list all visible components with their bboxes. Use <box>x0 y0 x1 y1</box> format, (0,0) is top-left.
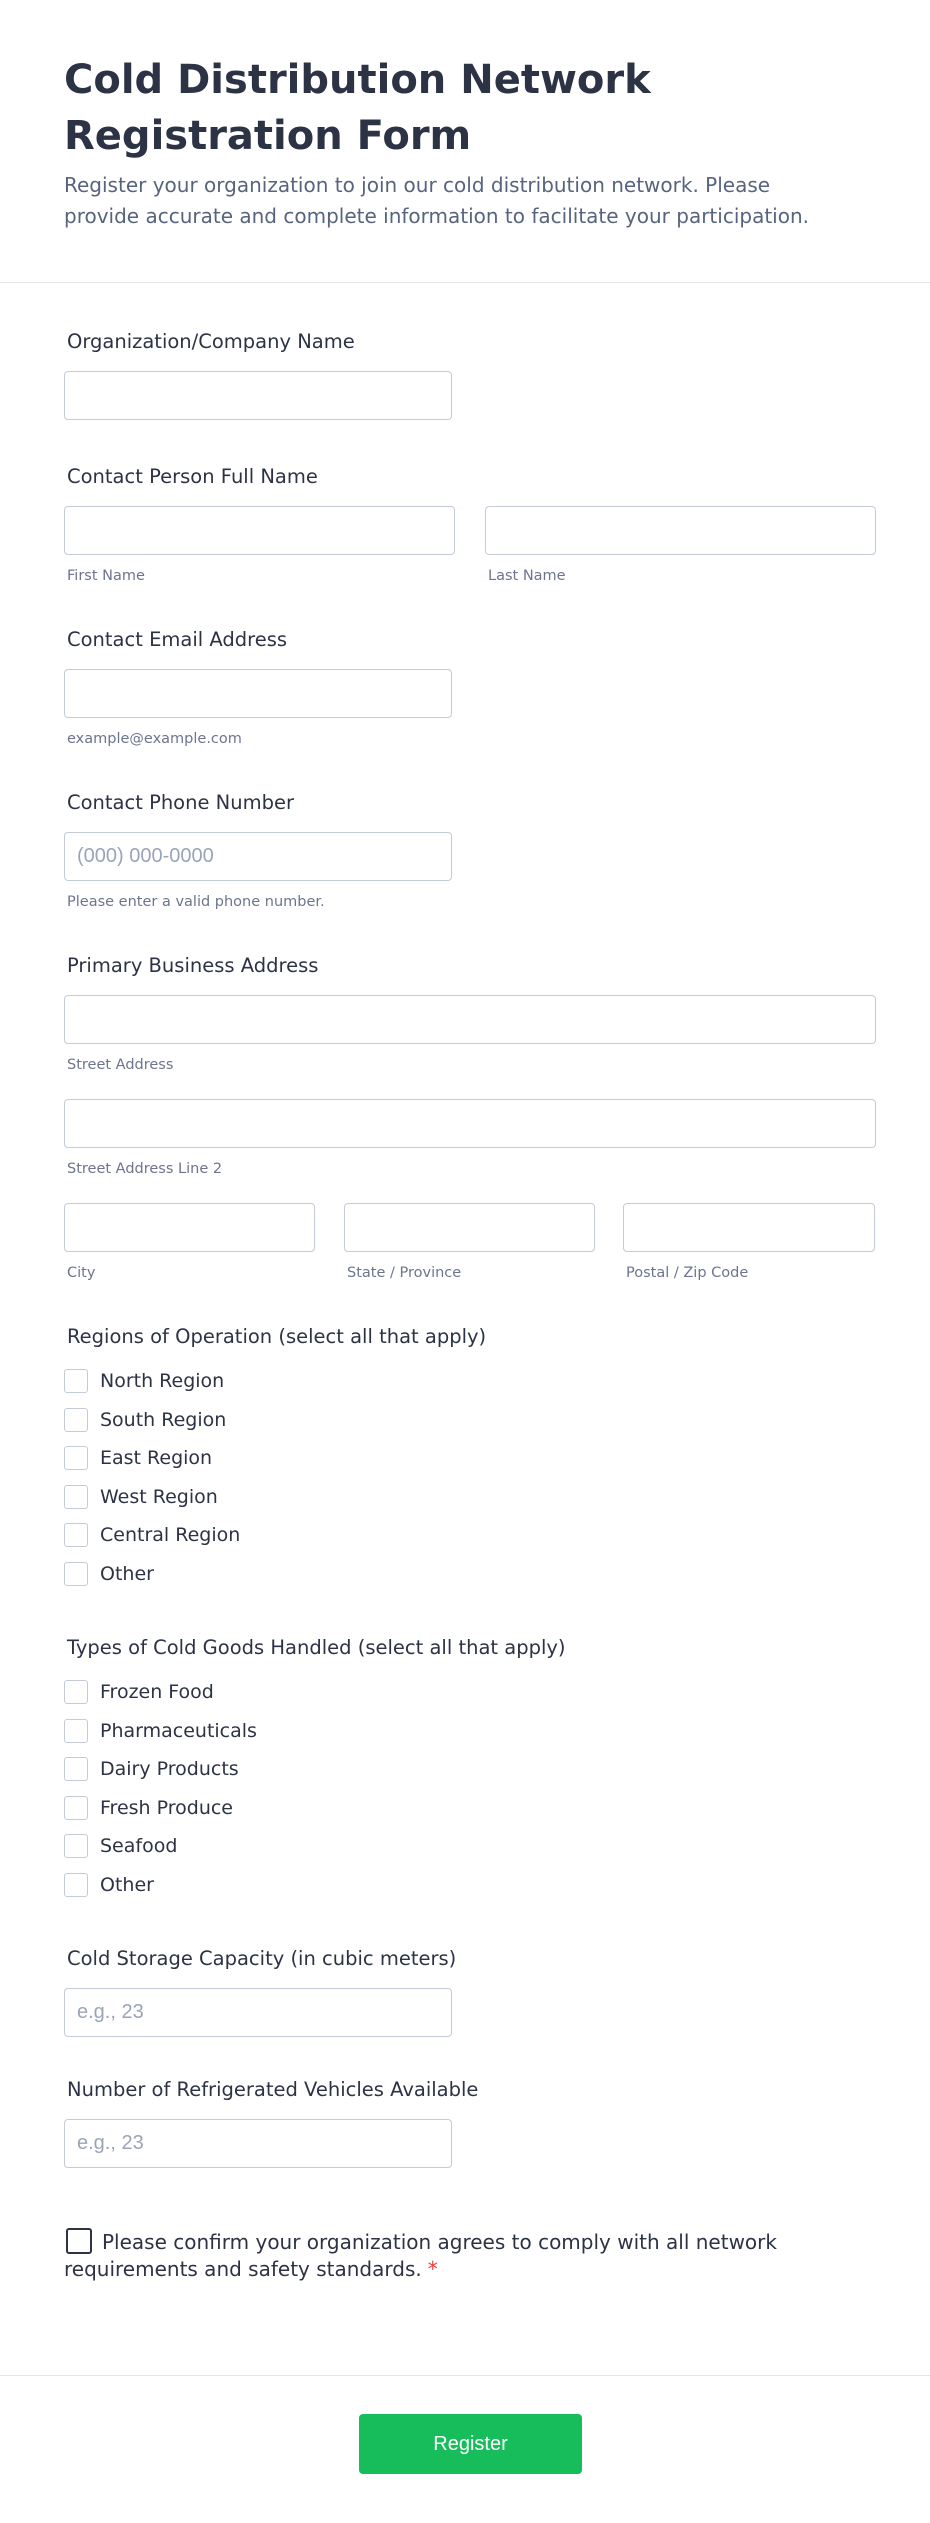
phone-label: Contact Phone Number <box>67 791 295 814</box>
regions-field <box>64 1324 876 1593</box>
region-option[interactable] <box>64 1478 876 1517</box>
consent-text: Please confirm your organization agrees to comply with all network requirements and safety standards. <box>64 2230 777 2281</box>
vehicles-input[interactable] <box>64 2119 452 2168</box>
form-header <box>0 0 930 283</box>
phone-input[interactable] <box>64 832 452 881</box>
region-option-label: Other <box>100 1562 154 1585</box>
checkbox[interactable] <box>64 1834 88 1858</box>
goods-option-label: Fresh Produce <box>100 1796 233 1819</box>
region-option[interactable] <box>64 1401 876 1440</box>
region-option[interactable] <box>64 1362 876 1401</box>
org-label: Organization/Company Name <box>67 330 355 353</box>
goods-option-label: Dairy Products <box>100 1758 239 1781</box>
phone-sublabel: Please enter a valid phone number. <box>67 894 325 910</box>
regions-checkbox-list <box>64 1362 876 1593</box>
goods-option[interactable] <box>64 1673 876 1712</box>
region-option-label: East Region <box>100 1447 213 1470</box>
goods-option-label: Pharmaceuticals <box>100 1719 257 1742</box>
region-option-label: North Region <box>100 1370 225 1393</box>
page-title: Cold Distribution Network Registration Form <box>64 57 651 159</box>
phone-field <box>64 790 876 911</box>
last-name-sublabel: Last Name <box>488 568 566 584</box>
register-button[interactable]: Register <box>359 2414 582 2474</box>
consent-checkbox[interactable] <box>66 2228 92 2254</box>
goods-option[interactable] <box>64 1789 876 1828</box>
city-sublabel: City <box>67 1265 96 1281</box>
street-address-line2-sublabel: Street Address Line 2 <box>67 1161 223 1177</box>
email-sublabel: example@example.com <box>67 731 242 747</box>
street-address-input[interactable] <box>64 995 876 1044</box>
org-field <box>64 329 876 420</box>
page-subtitle: Register your organization to join our cold distribution network. Please provide accurate and complete information to facilitate your participation. <box>64 173 809 228</box>
region-option[interactable] <box>64 1555 876 1594</box>
checkbox[interactable] <box>64 1485 88 1509</box>
first-name-input[interactable] <box>64 506 455 555</box>
region-option-label: West Region <box>100 1485 218 1508</box>
goods-option-label: Frozen Food <box>100 1681 214 1704</box>
form-footer <box>0 2375 930 2523</box>
address-label: Primary Business Address <box>67 954 319 977</box>
contact-name-field <box>64 464 876 585</box>
state-sublabel: State / Province <box>347 1265 462 1281</box>
goods-option-label: Other <box>100 1873 154 1896</box>
checkbox[interactable] <box>64 1446 88 1470</box>
checkbox[interactable] <box>64 1796 88 1820</box>
org-input[interactable] <box>64 371 452 420</box>
region-option[interactable] <box>64 1439 876 1478</box>
address-field <box>64 953 876 1282</box>
checkbox[interactable] <box>64 1562 88 1586</box>
first-name-sublabel: First Name <box>67 568 145 584</box>
checkbox[interactable] <box>64 1719 88 1743</box>
storage-field <box>64 1946 876 2037</box>
checkbox[interactable] <box>64 1873 88 1897</box>
form-body <box>0 283 930 2283</box>
region-option-label: South Region <box>100 1408 227 1431</box>
consent-field <box>64 2228 876 2283</box>
storage-label: Cold Storage Capacity (in cubic meters) <box>67 1947 457 1970</box>
zip-input[interactable] <box>623 1203 875 1252</box>
street-address-sublabel: Street Address <box>67 1057 174 1073</box>
checkbox[interactable] <box>64 1408 88 1432</box>
regions-label: Regions of Operation (select all that apply) <box>67 1325 487 1348</box>
goods-option-label: Seafood <box>100 1835 178 1858</box>
goods-option[interactable] <box>64 1712 876 1751</box>
checkbox[interactable] <box>64 1757 88 1781</box>
goods-checkbox-list <box>64 1673 876 1904</box>
email-field <box>64 627 876 748</box>
state-input[interactable] <box>344 1203 595 1252</box>
vehicles-label: Number of Refrigerated Vehicles Available <box>67 2078 479 2101</box>
goods-option[interactable] <box>64 1827 876 1866</box>
goods-field <box>64 1635 876 1904</box>
email-input[interactable] <box>64 669 452 718</box>
storage-capacity-input[interactable] <box>64 1988 452 2037</box>
contact-name-label: Contact Person Full Name <box>67 465 318 488</box>
street-address-line2-input[interactable] <box>64 1099 876 1148</box>
checkbox[interactable] <box>64 1523 88 1547</box>
email-label: Contact Email Address <box>67 628 288 651</box>
consent-label <box>64 2228 844 2283</box>
goods-option[interactable] <box>64 1866 876 1905</box>
region-option-label: Central Region <box>100 1524 241 1547</box>
last-name-input[interactable] <box>485 506 876 555</box>
region-option[interactable] <box>64 1516 876 1555</box>
required-mark: * <box>427 2257 438 2281</box>
checkbox[interactable] <box>64 1680 88 1704</box>
city-input[interactable] <box>64 1203 315 1252</box>
vehicles-field <box>64 2077 876 2168</box>
checkbox[interactable] <box>64 1369 88 1393</box>
zip-sublabel: Postal / Zip Code <box>626 1265 749 1281</box>
goods-option[interactable] <box>64 1750 876 1789</box>
goods-label: Types of Cold Goods Handled (select all that apply) <box>67 1636 566 1659</box>
